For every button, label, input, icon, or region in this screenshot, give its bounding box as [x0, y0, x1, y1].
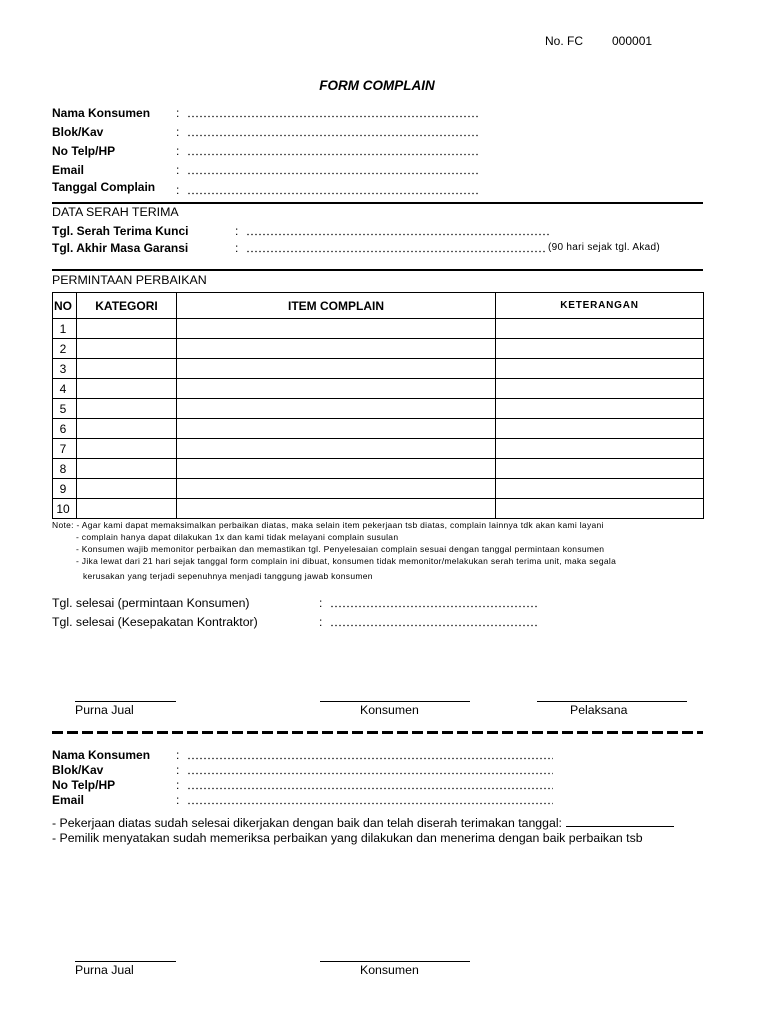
row-number-cell: 5 [53, 399, 77, 419]
field-colon: : [319, 596, 323, 610]
field-blank [187, 793, 553, 805]
field-row-tanggal-complain [52, 180, 703, 197]
kategori-cell [77, 439, 177, 459]
kategori-cell [77, 379, 177, 399]
keterangan-cell [496, 319, 704, 339]
item-complain-cell [177, 339, 496, 359]
repair-table [52, 292, 704, 519]
field-row-serah-terima-kunci [52, 224, 703, 238]
field-colon: : [176, 163, 180, 177]
field-label: No Telp/HP [52, 778, 116, 792]
kategori-cell [77, 499, 177, 519]
note-line: - Jika lewat dari 21 hari sejak tanggal form complain ini dibuat, konsumen tidak memonitor/melakukan serah terima unit, maka segala [76, 556, 617, 566]
section-heading-permintaan-perbaikan: PERMINTAAN PERBAIKAN [52, 273, 207, 287]
ack-row-email [52, 793, 703, 807]
field-label: Tgl. selesai (Kesepakatan Kontraktor) [52, 615, 258, 629]
note-line: Note: - Agar kami dapat memaksimalkan perbaikan diatas, maka selain item pekerjaan tsb diatas, complain lainnya tdk akan kami layani [52, 520, 604, 530]
signature-line-purna-jual [75, 701, 176, 702]
field-colon: : [176, 763, 180, 777]
table-row [53, 419, 704, 439]
note-line: - complain hanya dapat dilakukan 1x dan kami tidak melayani complain susulan [76, 532, 399, 542]
table-row [53, 479, 704, 499]
kategori-cell [77, 319, 177, 339]
form-title: FORM COMPLAIN [319, 78, 435, 93]
item-complain-cell [177, 399, 496, 419]
column-header-kategori: KATEGORI [77, 293, 177, 319]
table-row [53, 459, 704, 479]
item-complain-cell [177, 499, 496, 519]
keterangan-cell [496, 439, 704, 459]
row-number-cell: 3 [53, 359, 77, 379]
signature-label-pelaksana: Pelaksana [570, 703, 628, 717]
field-colon: : [176, 793, 180, 807]
field-row-blok-kav [52, 125, 703, 139]
field-colon: : [235, 224, 239, 238]
row-number-cell: 2 [53, 339, 77, 359]
keterangan-cell [496, 359, 704, 379]
form-number-label: No. FC [545, 34, 584, 48]
signature-line-purna-jual [75, 961, 176, 962]
ack-row-no-telp [52, 778, 703, 792]
form-number-value: 000001 [612, 34, 653, 48]
table-row [53, 379, 704, 399]
kategori-cell [77, 339, 177, 359]
row-number-cell: 4 [53, 379, 77, 399]
section-divider [52, 202, 703, 204]
kategori-cell [77, 459, 177, 479]
row-number-cell: 9 [53, 479, 77, 499]
warranty-hint: (90 hari sejak tgl. Akad) [548, 242, 660, 253]
statement-line [52, 831, 643, 845]
note-line: kerusakan yang terjadi sepenuhnya menjadi tanggung jawab konsumen [83, 571, 373, 581]
field-colon: : [176, 125, 180, 139]
item-complain-cell [177, 479, 496, 499]
field-label: Nama Konsumen [52, 748, 151, 762]
field-colon: : [176, 748, 180, 762]
table-row [53, 339, 704, 359]
field-colon: : [176, 778, 180, 792]
field-blank [187, 748, 553, 760]
field-row-nama-konsumen [52, 106, 703, 120]
item-complain-cell [177, 379, 496, 399]
ack-row-blok-kav [52, 763, 703, 777]
ack-row-nama-konsumen [52, 748, 703, 762]
field-row-email [52, 163, 703, 177]
field-row-tgl-selesai-kontraktor [52, 615, 703, 629]
field-label: Email [52, 793, 85, 807]
row-number-cell: 10 [53, 499, 77, 519]
row-number-cell: 7 [53, 439, 77, 459]
keterangan-cell [496, 479, 704, 499]
table-row [53, 319, 704, 339]
field-label: Blok/Kav [52, 125, 104, 139]
kategori-cell [77, 359, 177, 379]
item-complain-cell [177, 419, 496, 439]
field-label: Tanggal Complain [52, 180, 156, 194]
table-row [53, 399, 704, 419]
signature-line-konsumen [320, 961, 470, 962]
field-colon: : [176, 183, 180, 197]
field-colon: : [176, 144, 180, 158]
signature-label-purna-jual: Purna Jual [75, 703, 134, 717]
field-blank [187, 125, 480, 137]
statement-text: - Pekerjaan diatas sudah selesai dikerjakan dengan baik dan telah diserah terimakan tanggal: [52, 816, 562, 830]
item-complain-cell [177, 459, 496, 479]
table-row [53, 359, 704, 379]
kategori-cell [77, 419, 177, 439]
column-header-no: NO [53, 293, 77, 319]
keterangan-cell [496, 459, 704, 479]
field-label: Tgl. selesai (permintaan Konsumen) [52, 596, 250, 610]
table-row [53, 439, 704, 459]
table-row [53, 499, 704, 519]
field-blank [187, 144, 480, 156]
field-colon: : [319, 615, 323, 629]
row-number-cell: 1 [53, 319, 77, 339]
section-heading-data-serah-terima: DATA SERAH TERIMA [52, 205, 179, 219]
field-label: Tgl. Akhir Masa Garansi [52, 241, 189, 255]
field-blank [330, 615, 538, 627]
signature-line-pelaksana [537, 701, 687, 702]
row-number-cell: 8 [53, 459, 77, 479]
field-colon: : [176, 106, 180, 120]
column-header-keterangan: KETERANGAN [496, 293, 704, 319]
statement-line [52, 816, 674, 830]
column-header-item-complain: ITEM COMPLAIN [177, 293, 496, 319]
field-blank [187, 163, 480, 175]
keterangan-cell [496, 419, 704, 439]
signature-label-konsumen: Konsumen [360, 703, 419, 717]
signature-label-konsumen: Konsumen [360, 963, 419, 977]
field-label: Blok/Kav [52, 763, 104, 777]
keterangan-cell [496, 499, 704, 519]
section-divider [52, 269, 703, 271]
field-row-akhir-garansi [52, 241, 703, 255]
field-row-tgl-selesai-konsumen [52, 596, 703, 610]
kategori-cell [77, 399, 177, 419]
statement-text: - Pemilik menyatakan sudah memeriksa perbaikan yang dilakukan dan menerima dengan baik perbaikan tsb [52, 831, 643, 845]
field-blank [246, 224, 550, 236]
item-complain-cell [177, 439, 496, 459]
field-colon: : [235, 241, 239, 255]
signature-label-purna-jual: Purna Jual [75, 963, 134, 977]
field-blank [246, 241, 545, 253]
field-blank [187, 778, 553, 790]
cut-line [52, 731, 703, 734]
note-line: - Konsumen wajib memonitor perbaikan dan memastikan tgl. Penyelesaian complain sesuai dengan tanggal permintaan konsumen [76, 544, 605, 554]
item-complain-cell [177, 319, 496, 339]
table-header-row [53, 293, 704, 319]
kategori-cell [77, 479, 177, 499]
field-label: Email [52, 163, 85, 177]
field-row-no-telp [52, 144, 703, 158]
field-label: Nama Konsumen [52, 106, 151, 120]
keterangan-cell [496, 339, 704, 359]
field-blank [187, 106, 480, 118]
keterangan-cell [496, 379, 704, 399]
field-blank [187, 763, 553, 775]
row-number-cell: 6 [53, 419, 77, 439]
date-blank-line [566, 817, 674, 827]
field-label: No Telp/HP [52, 144, 116, 158]
signature-line-konsumen [320, 701, 470, 702]
field-blank [330, 596, 538, 608]
field-label: Tgl. Serah Terima Kunci [52, 224, 189, 238]
field-blank [187, 183, 480, 195]
keterangan-cell [496, 399, 704, 419]
item-complain-cell [177, 359, 496, 379]
